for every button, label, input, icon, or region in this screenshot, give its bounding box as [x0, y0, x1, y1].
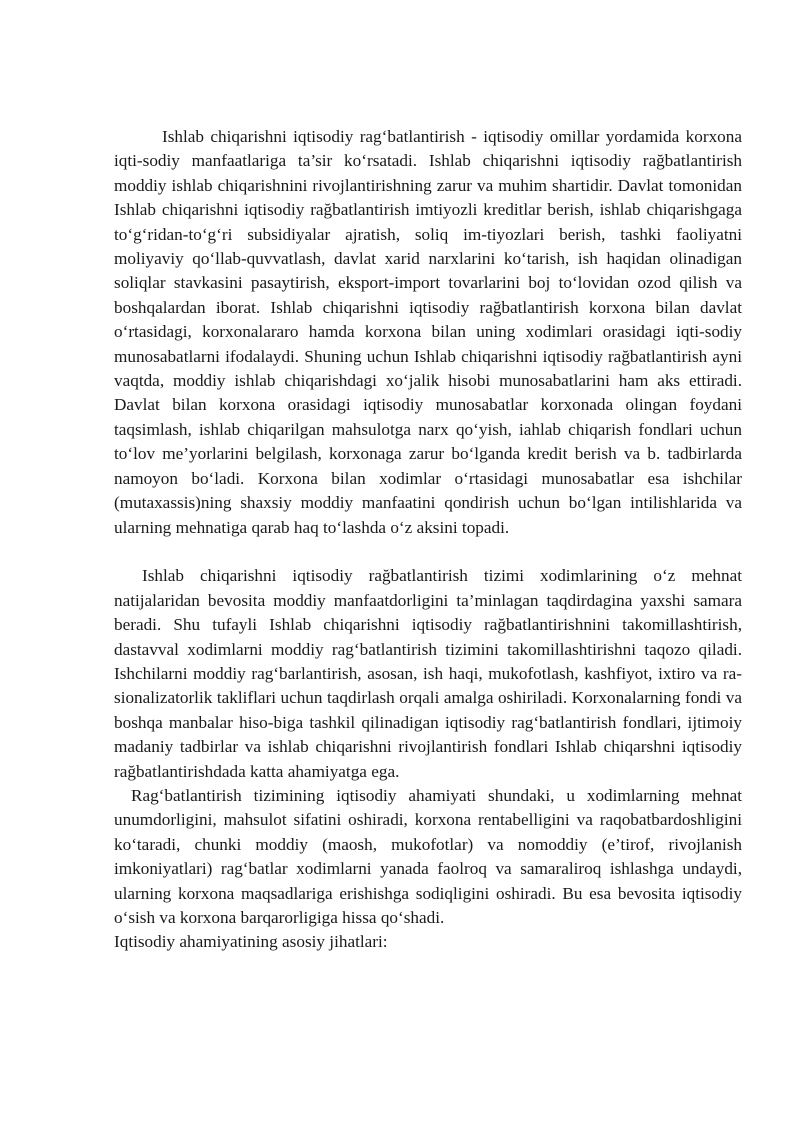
paragraph-3: Rag‘batlantirish tizimining iqtisodiy ahamiyati shundaki, u xodimlarning mehnat unumdorligini, mahsulot sifatini oshiradi, korxona rentabelligini va raqobatbardoshligini ko‘taradi, chunki moddiy (maosh, mukofotlar) va nomoddiy (e’tirof, rivojlanish imkoniyatlari) rag‘batlar xodimlarni yanada faolroq va samaraliroq ishlashga undaydi, ularning korxona maqsadlariga erishishga sodiqligini oshiradi. Bu esa bevosita iqtisodiy o‘sish va korxona barqarorligiga hissa qo‘shadi. [114, 785, 742, 927]
paragraph-1: Ishlab chiqarishni iqtisodiy rag‘batlantirish - iqtisodiy omillar yordamida korxona iqti-sodiy manfaatlariga ta’sir ko‘rsatadi. Ishlab chiqarishni iqtisodiy rağbatlantirish moddiy ishlab chiqarishnini rivojlantirishning zarur va muhim shartidir. Davlat tomonidan Ishlab chiqarishni iqtisodiy rağbatlantirish imtiyozli kreditlar berish, ishlab chiqarishgaga to‘g‘ridan-to‘g‘ri subsidiyalar ajratish, soliq im-tiyozlari berish, tashki faoliyatni moliyaviy qo‘llab-quvvatlash, davlat xarid narxlarini ko‘tarish, ish haqidan olinadigan soliqlar stavkasini pasaytirish, eksport-import tovarlarini boj to‘lovidan ozod qilish va boshqalardan iborat. Ishlab chiqarishni iqtisodiy rağbatlantirish korxona bilan davlat o‘rtasidagi, korxonalararo hamda korxona bilan uning xodimlari orasidagi iqti-sodiy munosabatlarni ifodalaydi. Shuning uchun Ishlab chiqarishni iqtisodiy rağbatlantirish ayni vaqtda, moddiy ishlab chiqarishdagi xo‘jalik hisobi munosabatlarini ham aks ettiradi. Davlat bilan korxona orasidagi iqtisodiy munosabatlar korxonada olingan foydani taqsimlash, ishlab chiqarilgan mahsulotga narx qo‘yish, iahlab chiqarish fondlari uchun to‘lov me’yorlarini belgilash, korxonaga zarur bo‘lganda kredit berish va b. tadbirlarda namoyon bo‘ladi. Korxona bilan xodimlar o‘rtasidagi munosabatlar esa ishchilar (mutaxassis)ning shaxsiy moddiy manfaatini qondirish uchun bo‘lgan intilishlarida va ularning mehnatiga qarab haq to‘lashda o‘z aksini topadi. [114, 127, 742, 537]
paragraph-4: Iqtisodiy ahamiyatining asosiy jihatlari: [114, 932, 388, 952]
document-page [114, 125, 742, 955]
paragraph-2: Ishlab chiqarishni iqtisodiy rağbatlantirish tizimi xodimlarining o‘z mehnat natijalaridan bevosita moddiy manfaatdorligini ta’minlagan taqdirdagina yaxshi samara beradi. Shu tufayli Ishlab chiqarishni iqtisodiy rağbatlantirishnini takomillashtirish, dastavval xodimlarni moddiy rag‘batlantirish tizimini takomillashtirishni taqozo qiladi. Ishchilarni moddiy rag‘barlantirish, asosan, ish haqi, mukofotlash, kashfiyot, ixtiro va ra-sionalizatorlik takliflari uchun taqdirlash orqali amalga oshiriladi. Korxonalarning fondi va boshqa manbalar hiso-biga tashkil qilinadigan iqtisodiy rag‘batlantirish fondlari, ijtimoiy madaniy tadbirlar va ishlab chiqarishni rivojlantirish fondlari Ishlab chiqarshni iqtisodiy rağbatlantirishdada katta ahamiyatga ega. [114, 566, 742, 781]
